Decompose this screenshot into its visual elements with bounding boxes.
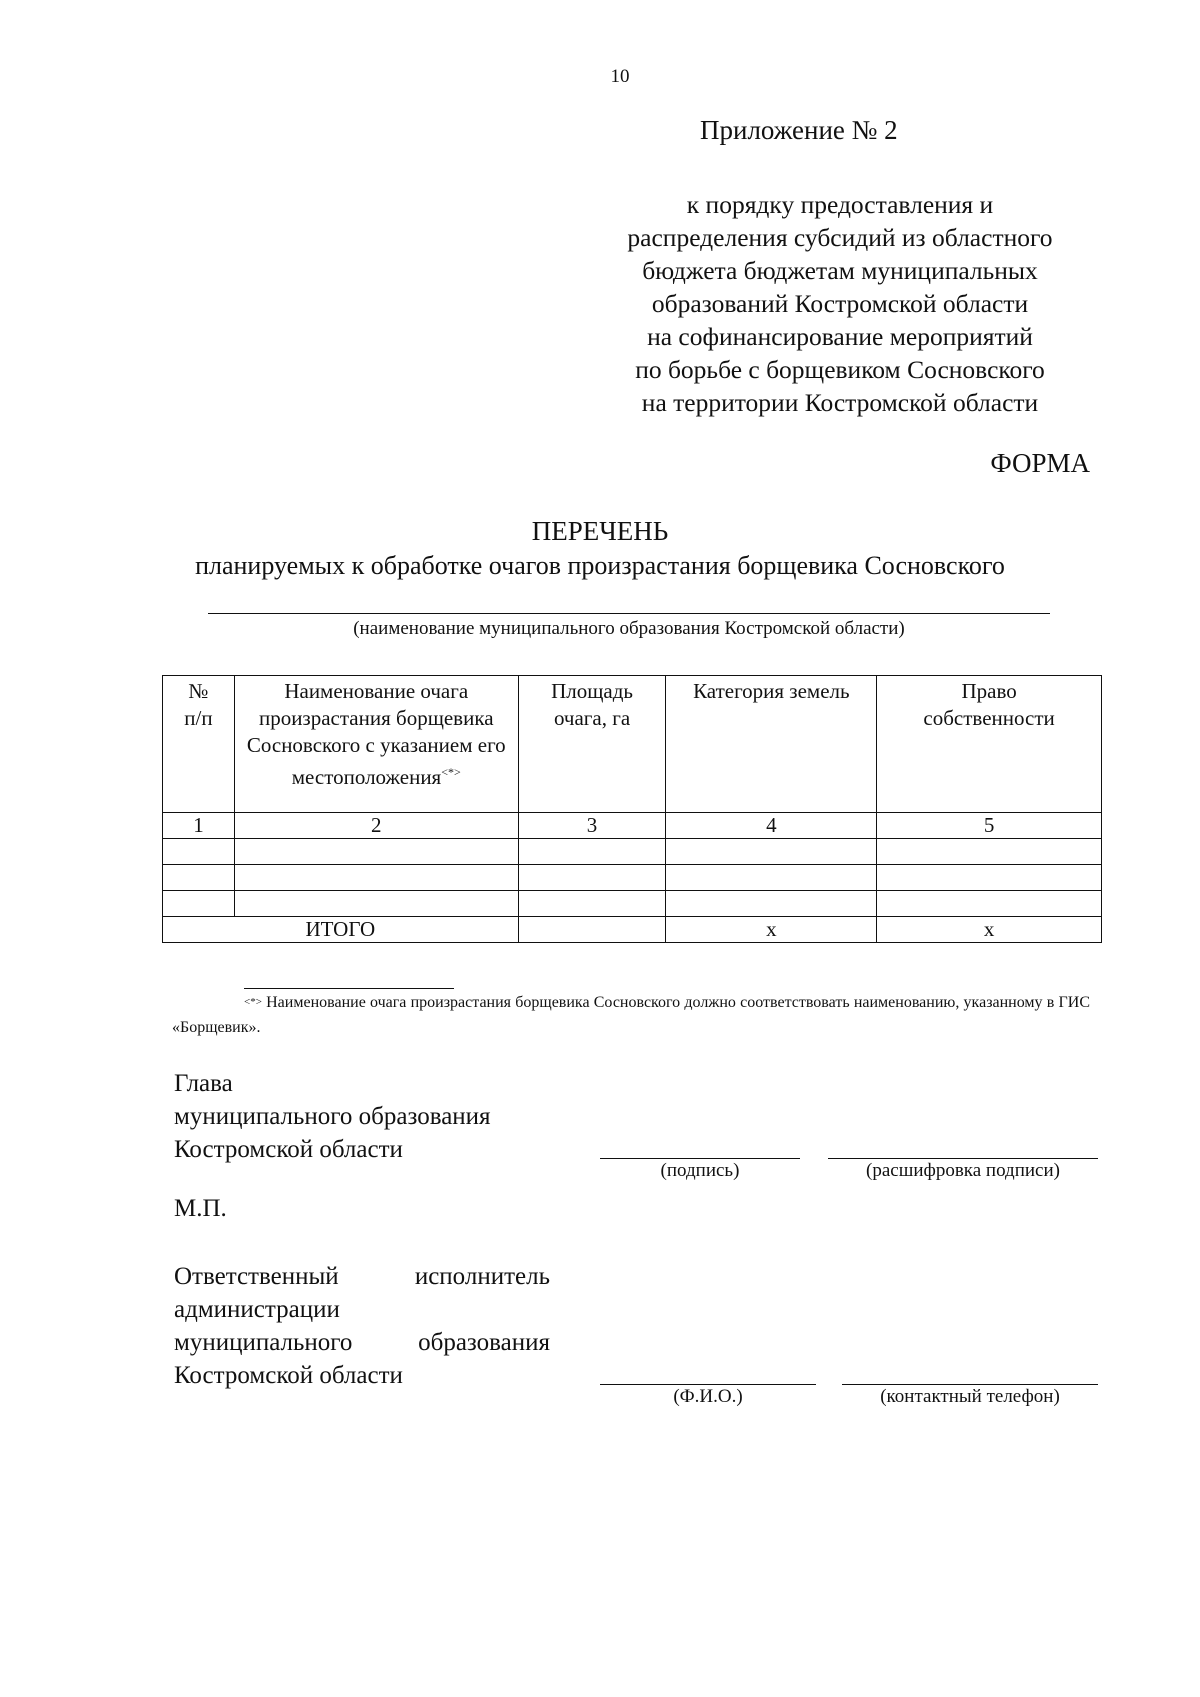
signature-decode-line[interactable] — [828, 1158, 1098, 1159]
footnote-mark: <*> — [244, 996, 262, 1008]
table-cell[interactable] — [666, 865, 877, 891]
table-cell[interactable] — [877, 865, 1102, 891]
column-number: 1 — [163, 813, 235, 839]
table-cell[interactable] — [163, 891, 235, 917]
total-ownership: x — [877, 917, 1102, 943]
table-row — [163, 839, 1102, 865]
document-title: ПЕРЕЧЕНЬ — [531, 516, 669, 546]
fio-line[interactable] — [600, 1384, 816, 1385]
header-plot-name: Наименование очага произрастания борщевика Сосновского с указанием его местоположения<*> — [234, 676, 518, 813]
total-category: x — [666, 917, 877, 943]
header-land-category: Категория земель — [666, 676, 877, 813]
table-cell[interactable] — [666, 839, 877, 865]
total-area[interactable] — [518, 917, 666, 943]
column-number: 4 — [666, 813, 877, 839]
column-number: 2 — [234, 813, 518, 839]
table-header-row — [163, 676, 1102, 813]
table-cell[interactable] — [163, 839, 235, 865]
table-cell[interactable] — [518, 839, 666, 865]
appendix-line: к порядку предоставления и — [686, 190, 994, 219]
table-cell[interactable] — [877, 891, 1102, 917]
table-cell[interactable] — [518, 891, 666, 917]
head-signature-label — [174, 1067, 594, 1166]
footnote-text: Наименование очага произрастания борщевика Сосновского должно соответствовать наименованию, указанному в ГИС «Борщевик». — [172, 994, 1090, 1036]
total-label: ИТОГО — [163, 917, 519, 943]
phone-caption: (контактный телефон) — [880, 1386, 1060, 1407]
header-number: № п/п — [163, 676, 235, 813]
form-label: ФОРМА — [990, 448, 1090, 478]
footnote — [172, 990, 1090, 1040]
head-label-line: муниципального образования — [174, 1103, 491, 1130]
appendix-line: на софинансирование мероприятий — [647, 322, 1033, 351]
executor-label-line: Костромской области — [174, 1362, 403, 1389]
column-number-row — [163, 813, 1102, 839]
table-row — [163, 891, 1102, 917]
page-number: 10 — [610, 66, 630, 87]
seal-label: М.П. — [174, 1195, 227, 1222]
executor-label-line: муниципального образования — [174, 1329, 550, 1356]
footnote-separator — [244, 988, 454, 989]
plots-table — [162, 675, 1102, 943]
table-row — [163, 865, 1102, 891]
appendix-line: распределения субсидий из областного — [627, 223, 1053, 252]
signature-decode-caption: (расшифровка подписи) — [866, 1160, 1060, 1181]
signature-caption: (подпись) — [660, 1160, 740, 1181]
header-ownership: Право собственности — [877, 676, 1102, 813]
municipality-name-caption: (наименование муниципального образования Костромской области) — [353, 618, 905, 639]
executor-label-line: администрации — [174, 1296, 340, 1323]
fio-caption: (Ф.И.О.) — [673, 1386, 743, 1407]
table-cell[interactable] — [163, 865, 235, 891]
executor-label-line: Ответственный исполнитель — [174, 1263, 550, 1290]
municipality-name-line — [208, 613, 1050, 614]
appendix-line: на территории Костромской области — [641, 388, 1039, 417]
table-cell[interactable] — [877, 839, 1102, 865]
appendix-line: образований Костромской области — [651, 289, 1029, 318]
column-number: 5 — [877, 813, 1102, 839]
appendix-line: бюджета бюджетам муниципальных — [642, 256, 1038, 285]
table-cell[interactable] — [666, 891, 877, 917]
appendix-title: Приложение № 2 — [700, 115, 898, 145]
head-label-line: Глава — [174, 1070, 233, 1097]
table-cell[interactable] — [518, 865, 666, 891]
document-subtitle: планируемых к обработке очагов произрастания борщевика Сосновского — [195, 551, 1005, 580]
executor-label — [174, 1260, 550, 1392]
head-label-line: Костромской области — [174, 1136, 403, 1163]
header-area: Площадь очага, га — [518, 676, 666, 813]
table-cell[interactable] — [234, 865, 518, 891]
footnote-mark: <*> — [441, 765, 461, 779]
appendix-line: по борьбе с борщевиком Сосновского — [635, 355, 1045, 384]
phone-line[interactable] — [842, 1384, 1098, 1385]
column-number: 3 — [518, 813, 666, 839]
total-row — [163, 917, 1102, 943]
table-cell[interactable] — [234, 891, 518, 917]
table-cell[interactable] — [234, 839, 518, 865]
signature-line[interactable] — [600, 1158, 800, 1159]
appendix-description — [580, 188, 1100, 419]
